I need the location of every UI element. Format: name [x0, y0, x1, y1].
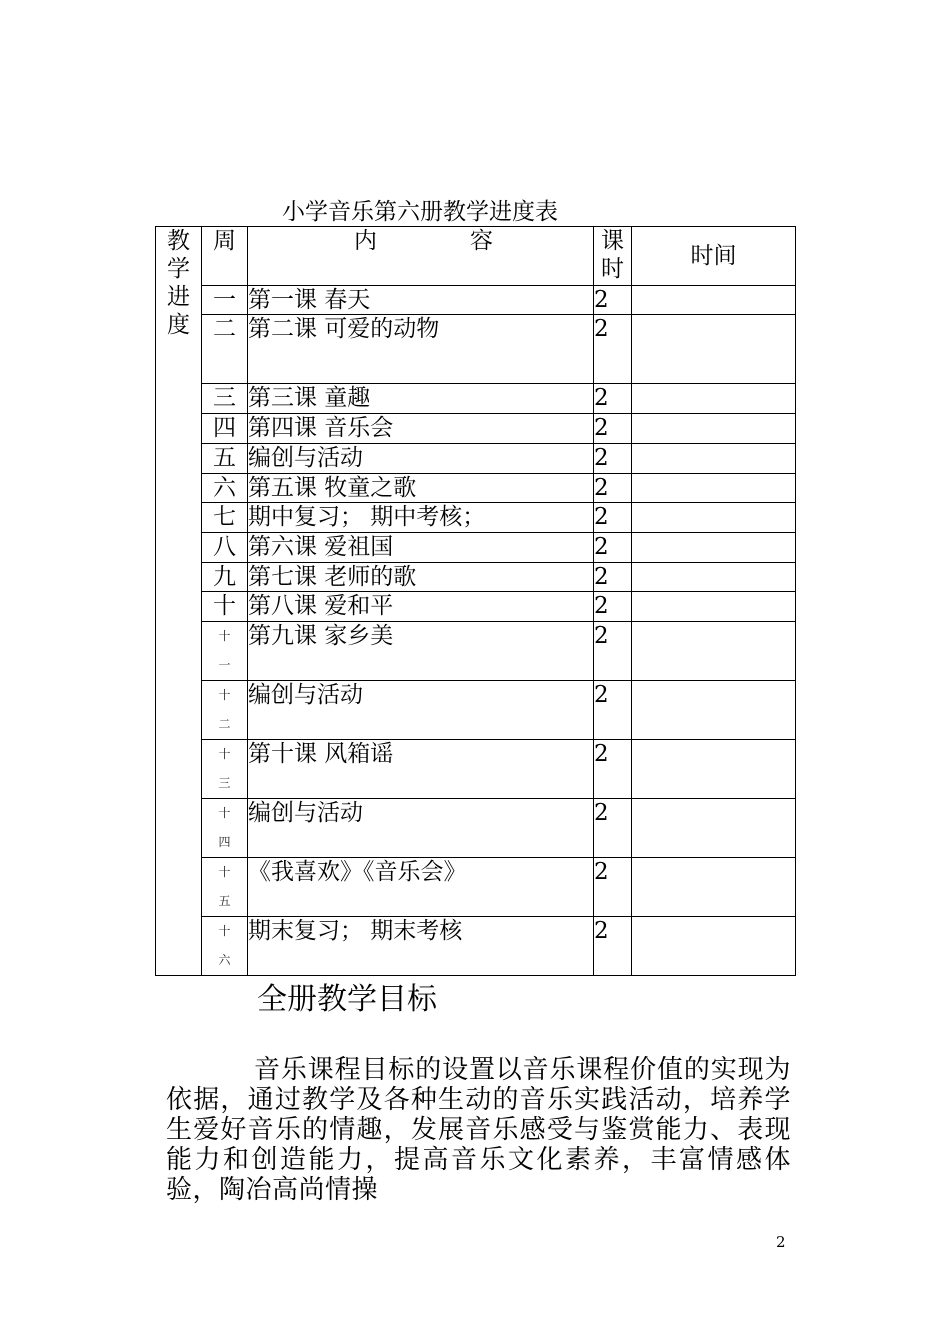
time-cell: [632, 503, 796, 533]
hours-cell: 2: [594, 917, 632, 976]
side-label: 教 学 进 度: [156, 227, 202, 976]
week-cell: 五: [202, 444, 248, 474]
content-cell: 第六课 爱祖国: [248, 533, 594, 563]
week-cell: 十 四: [202, 799, 248, 858]
table-row: [156, 563, 796, 592]
week-cell: 四: [202, 414, 248, 444]
week-cell: 十 五: [202, 858, 248, 917]
content-cell: 第一课 春天: [248, 286, 594, 315]
week-cell: 七: [202, 503, 248, 533]
time-cell: [632, 286, 796, 315]
time-cell: [632, 414, 796, 444]
time-cell: [632, 799, 796, 858]
header-row: [156, 227, 796, 286]
content-cell: 第七课 老师的歌: [248, 563, 594, 592]
week-cell: 二: [202, 315, 248, 384]
time-cell: [632, 740, 796, 799]
content-cell: 期末复习； 期末考核: [248, 917, 594, 976]
week-cell: 六: [202, 474, 248, 503]
content-cell: 《我喜欢》《音乐会》: [248, 858, 594, 917]
table-row: [156, 592, 796, 622]
table-row: [156, 315, 796, 384]
header-hours: 课 时: [594, 227, 632, 286]
table-row: [156, 414, 796, 444]
week-cell: 三: [202, 384, 248, 414]
header-content: 内 容: [248, 227, 594, 286]
header-time: 时间: [632, 227, 796, 286]
week-cell: 九: [202, 563, 248, 592]
time-cell: [632, 474, 796, 503]
week-cell: 一: [202, 286, 248, 315]
time-cell: [632, 592, 796, 622]
time-cell: [632, 917, 796, 976]
week-cell: 十 二: [202, 681, 248, 740]
table-row: [156, 622, 796, 681]
table-row: [156, 858, 796, 917]
table-row: [156, 799, 796, 858]
hours-cell: 2: [594, 503, 632, 533]
time-cell: [632, 858, 796, 917]
hours-cell: 2: [594, 315, 632, 384]
section-heading: 全册教学目标: [257, 982, 437, 1017]
time-cell: [632, 563, 796, 592]
table-row: [156, 384, 796, 414]
hours-cell: 2: [594, 681, 632, 740]
week-cell: 十 六: [202, 917, 248, 976]
hours-cell: 2: [594, 622, 632, 681]
content-cell: 第九课 家乡美: [248, 622, 594, 681]
content-cell: 第五课 牧童之歌: [248, 474, 594, 503]
table-row: [156, 474, 796, 503]
content-cell: 编创与活动: [248, 681, 594, 740]
week-cell: 十 三: [202, 740, 248, 799]
table-title: 小学音乐第六册教学进度表: [282, 199, 558, 225]
table-row: [156, 286, 796, 315]
hours-cell: 2: [594, 563, 632, 592]
content-cell: 编创与活动: [248, 799, 594, 858]
week-cell: 十: [202, 592, 248, 622]
page-number: 2: [776, 1233, 786, 1251]
hours-cell: 2: [594, 444, 632, 474]
table-row: [156, 740, 796, 799]
table-row: [156, 917, 796, 976]
time-cell: [632, 622, 796, 681]
hours-cell: 2: [594, 414, 632, 444]
content-cell: 期中复习； 期中考核；: [248, 503, 594, 533]
table-row: [156, 681, 796, 740]
week-cell: 八: [202, 533, 248, 563]
hours-cell: 2: [594, 740, 632, 799]
hours-cell: 2: [594, 592, 632, 622]
schedule-table: [155, 226, 796, 976]
hours-cell: 2: [594, 858, 632, 917]
content-cell: 第八课 爱和平: [248, 592, 594, 622]
time-cell: [632, 533, 796, 563]
table-row: [156, 444, 796, 474]
content-cell: 第四课 音乐会: [248, 414, 594, 444]
table-row: [156, 503, 796, 533]
time-cell: [632, 444, 796, 474]
week-cell: 十 一: [202, 622, 248, 681]
hours-cell: 2: [594, 474, 632, 503]
hours-cell: 2: [594, 799, 632, 858]
content-cell: 第十课 风箱谣: [248, 740, 594, 799]
content-cell: 第二课 可爱的动物: [248, 315, 594, 384]
hours-cell: 2: [594, 384, 632, 414]
hours-cell: 2: [594, 286, 632, 315]
content-cell: 编创与活动: [248, 444, 594, 474]
hours-cell: 2: [594, 533, 632, 563]
table-row: [156, 533, 796, 563]
goal-paragraph: 音乐课程目标的设置以音乐课程价值的实现为依据，通过教学及各种生动的音乐实践活动，培养学生爱好音乐的情趣，发展音乐感受与鉴赏能力、表现能力和创造能力，提高音乐文化素养，丰富情感体验，陶冶高尚情操: [166, 1055, 791, 1205]
time-cell: [632, 384, 796, 414]
header-week: 周: [202, 227, 248, 286]
content-cell: 第三课 童趣: [248, 384, 594, 414]
time-cell: [632, 681, 796, 740]
time-cell: [632, 315, 796, 384]
